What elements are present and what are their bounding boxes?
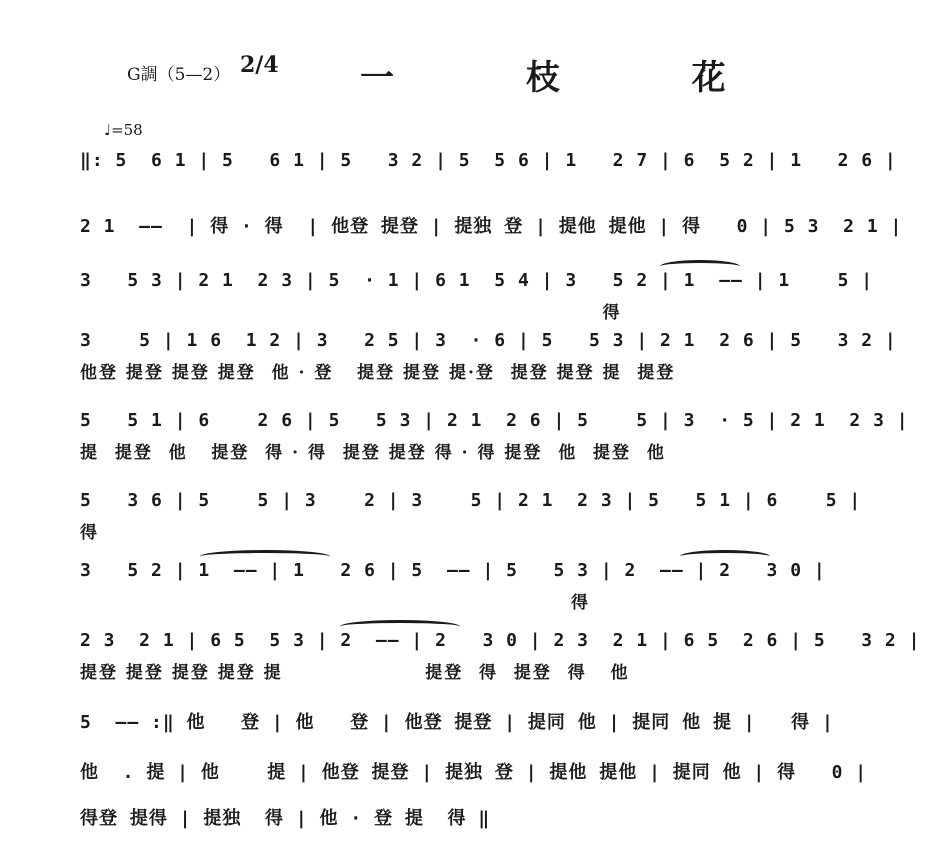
- page-title: 一 枝 花: [360, 58, 786, 98]
- notation-line: 3 5 | 1 6 1 2 | 3 2 5 | 3 · 6 | 5 5 3 | 2 1 2 6 | 5 3 2 |: [80, 330, 897, 351]
- lyrics-line: 得: [80, 303, 622, 323]
- notation-line: 2 3 2 1 | 6 5 5 3 | 2 —— | 2 3 0 | 2 3 2 1 | 6 5 2 6 | 5 3 2 |: [80, 630, 921, 651]
- notation-line: 5 —— :‖ 他 登 | 他 登 | 他登 提登 | 提同 他 | 提同 他 提 | 得 |: [80, 712, 834, 733]
- score-row: [80, 804, 870, 856]
- lyrics-line: 提 提登 他 提登 得 · 得 提登 提登 得 · 得 提登 他 提登 他: [80, 443, 666, 463]
- lyrics-line: 得: [80, 523, 99, 543]
- notation-line: ‖: 5 6 1 | 5 6 1 | 5 3 2 | 5 5 6 | 1 2 7 | 6 5 2 | 1 2 6 |: [80, 150, 897, 171]
- tempo-marking: ♩=58: [104, 121, 143, 139]
- score-row: [80, 270, 874, 323]
- notation-line: 2 1 —— | 得 · 得 | 他登 提登 | 提独 登 | 提他 提他 | 得 0 | 5 3 2 1 |: [80, 216, 903, 237]
- score-row: [80, 560, 870, 612]
- score-row: [80, 490, 870, 542]
- score-row: [80, 150, 897, 202]
- lyrics-line: 他登 提登 提登 提登 他 · 登 提登 提登 提·登 提登 提登 提 提登: [80, 363, 676, 383]
- lyrics-line: 提登 提登 提登 提登 提 提登 得 提登 得 他: [80, 663, 630, 683]
- score-row: [80, 330, 897, 383]
- lyrics-line: 得: [80, 593, 590, 613]
- score-row: [80, 708, 870, 760]
- score-row: [80, 630, 921, 683]
- notation-line: 他 . 提 | 他 提 | 他登 提登 | 提独 登 | 提他 提他 | 提同 他 | 得 0 |: [80, 762, 868, 783]
- notation-line: 5 3 6 | 5 5 | 3 2 | 3 5 | 2 1 2 3 | 5 5 1 | 6 5 |: [80, 490, 862, 511]
- score-row: [80, 410, 909, 463]
- time-signature: 2/4: [240, 52, 279, 78]
- score-row: [80, 758, 870, 810]
- notation-line: 得登 提得 | 提独 得 | 他 · 登 提 得 ‖: [80, 808, 491, 829]
- score-row: [80, 212, 903, 264]
- notation-line: 5 5 1 | 6 2 6 | 5 5 3 | 2 1 2 6 | 5 5 | 3 · 5 | 2 1 2 3 |: [80, 410, 909, 431]
- notation-line: 3 5 3 | 2 1 2 3 | 5 · 1 | 6 1 5 4 | 3 5 2 | 1 —— | 1 5 |: [80, 270, 874, 291]
- key-signature: G調（5—2）: [127, 65, 231, 85]
- notation-line: 3 5 2 | 1 —— | 1 2 6 | 5 —— | 5 5 3 | 2 —— | 2 3 0 |: [80, 560, 826, 581]
